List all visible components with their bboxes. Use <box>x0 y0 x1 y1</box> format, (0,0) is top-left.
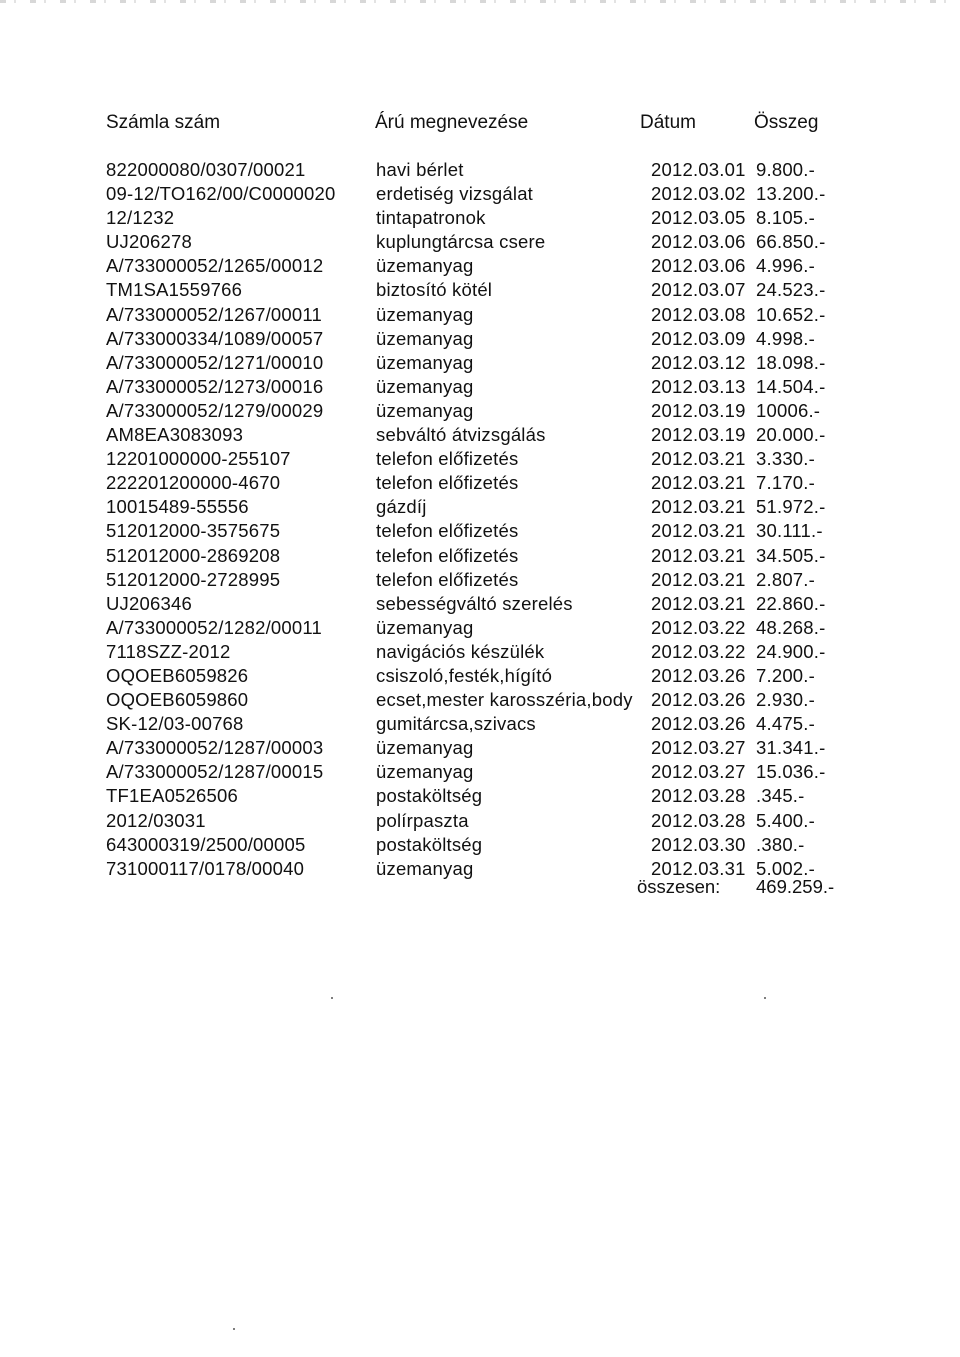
item-name-cell: postaköltség <box>376 833 483 855</box>
invoice-number-cell: 731000117/0178/00040 <box>106 857 305 879</box>
item-name-cell: havi bérlet <box>376 159 464 180</box>
invoice-number-cell: 512012000-2869208 <box>106 544 281 566</box>
invoice-number-cell: A/733000052/1282/00011 <box>106 616 322 638</box>
item-name-cell: üzemanyag <box>376 303 474 325</box>
amount-cell: 10006.- <box>756 399 821 421</box>
date-cell: 2012.03.12 <box>651 351 746 373</box>
invoice-number-cell: 12201000000-255107 <box>106 448 291 470</box>
date-cell: 2012.03.19 <box>651 399 746 421</box>
invoice-number-cell: A/733000052/1287/00003 <box>106 737 324 759</box>
date-cell: 2012.03.21 <box>651 568 746 590</box>
table-row <box>0 254 960 278</box>
invoice-number-cell: A/733000052/1271/00010 <box>106 351 324 373</box>
invoice-number-cell: A/733000052/1273/00016 <box>106 375 324 397</box>
header-date: Dátum <box>640 112 696 133</box>
table-row <box>0 519 960 543</box>
item-name-cell: telefon előfizetés <box>376 568 519 590</box>
item-name-cell: ecset,mester karosszéria,body <box>376 689 633 711</box>
amount-cell: 4.996.- <box>756 255 815 277</box>
date-cell: 2012.03.07 <box>651 279 746 301</box>
date-cell: 2012.03.27 <box>651 761 746 783</box>
invoice-number-cell: TM1SA1559766 <box>106 279 243 301</box>
item-name-cell: üzemanyag <box>376 761 474 783</box>
item-name-cell: telefon előfizetés <box>376 544 519 566</box>
table-row <box>0 423 960 447</box>
invoice-number-cell: 10015489-55556 <box>106 496 249 518</box>
table-row <box>0 544 960 568</box>
item-name-cell: sebváltó átvizsgálás <box>376 424 546 446</box>
amount-cell: 5.002.- <box>756 857 815 879</box>
amount-cell: .380.- <box>756 833 805 855</box>
item-name-cell: polírpaszta <box>376 809 469 831</box>
date-cell: 2012.03.09 <box>651 327 746 349</box>
date-cell: 2012.03.28 <box>651 809 746 831</box>
item-name-cell: telefon előfizetés <box>376 448 519 470</box>
amount-cell: 22.860.- <box>756 592 826 614</box>
amount-cell: 31.341.- <box>756 737 826 759</box>
invoice-number-cell: 643000319/2500/00005 <box>106 833 306 855</box>
date-cell: 2012.03.28 <box>651 785 746 807</box>
amount-cell: 10.652.- <box>756 303 826 325</box>
header-invoice-number: Számla szám <box>106 112 221 133</box>
amount-cell: 14.504.- <box>756 375 826 397</box>
amount-cell: 30.111.- <box>756 520 823 542</box>
date-cell: 2012.03.06 <box>651 255 746 277</box>
table-row <box>0 784 960 808</box>
item-name-cell: tintapatronok <box>376 207 486 229</box>
invoice-number-cell: TF1EA0526506 <box>106 785 238 807</box>
table-row <box>0 327 960 351</box>
date-cell: 2012.03.05 <box>651 207 746 229</box>
date-cell: 2012.03.13 <box>651 375 746 397</box>
amount-cell: 2.930.- <box>756 689 815 711</box>
invoice-number-cell: UJ206278 <box>106 231 192 253</box>
item-name-cell: kuplungtárcsa csere <box>376 231 546 253</box>
table-row <box>0 230 960 254</box>
item-name-cell: üzemanyag <box>376 327 474 349</box>
item-name-cell: sebességváltó szerelés <box>376 592 573 614</box>
amount-cell: 8.105.- <box>756 207 815 229</box>
scan-speck <box>764 997 766 999</box>
amount-cell: 4.475.- <box>756 713 815 735</box>
item-name-cell: gumitárcsa,szivacs <box>376 713 536 735</box>
date-cell: 2012.03.21 <box>651 592 746 614</box>
item-name-cell: üzemanyag <box>376 737 474 759</box>
table-row <box>0 399 960 423</box>
table-row <box>0 278 960 302</box>
table-row <box>0 351 960 375</box>
date-cell: 2012.03.21 <box>651 496 746 518</box>
date-cell: 2012.03.26 <box>651 689 746 711</box>
table-row <box>0 447 960 471</box>
table-row <box>0 809 960 833</box>
invoice-number-cell: OQOEB6059826 <box>106 664 249 686</box>
table-row <box>0 833 960 857</box>
table-row <box>0 206 960 230</box>
table-row <box>0 592 960 616</box>
date-cell: 2012.03.06 <box>651 231 746 253</box>
amount-cell: .345.- <box>756 785 805 807</box>
invoice-number-cell: 2012/03031 <box>106 809 206 831</box>
invoice-table-body <box>0 158 960 881</box>
item-name-cell: telefon előfizetés <box>376 520 519 542</box>
invoice-number-cell: 12/1232 <box>106 207 175 229</box>
amount-cell: 3.330.- <box>756 448 815 470</box>
table-row <box>0 375 960 399</box>
amount-cell: 66.850.- <box>756 231 826 253</box>
table-row <box>0 471 960 495</box>
item-name-cell: postaköltség <box>376 785 483 807</box>
table-header <box>0 112 960 138</box>
item-name-cell: üzemanyag <box>376 351 474 373</box>
amount-cell: 2.807.- <box>756 568 815 590</box>
table-row <box>0 495 960 519</box>
table-row <box>0 688 960 712</box>
amount-cell: 24.523.- <box>756 279 826 301</box>
date-cell: 2012.03.02 <box>651 183 746 205</box>
amount-cell: 7.200.- <box>756 664 815 686</box>
amount-cell: 9.800.- <box>756 159 815 180</box>
scan-edge-artifact <box>0 0 960 3</box>
invoice-number-cell: A/733000334/1089/00057 <box>106 327 324 349</box>
invoice-number-cell: AM8EA3083093 <box>106 424 244 446</box>
scan-speck <box>331 997 333 999</box>
date-cell: 2012.03.21 <box>651 472 746 494</box>
date-cell: 2012.03.19 <box>651 424 746 446</box>
date-cell: 2012.03.21 <box>651 448 746 470</box>
total-row <box>0 876 960 900</box>
table-row <box>0 182 960 206</box>
scan-speck <box>233 1328 235 1330</box>
date-cell: 2012.03.22 <box>651 640 746 662</box>
amount-cell: 51.972.- <box>756 496 826 518</box>
item-name-cell: üzemanyag <box>376 857 474 879</box>
item-name-cell: üzemanyag <box>376 255 474 277</box>
date-cell: 2012.03.01 <box>651 159 746 180</box>
date-cell: 2012.03.26 <box>651 713 746 735</box>
date-cell: 2012.03.21 <box>651 520 746 542</box>
item-name-cell: üzemanyag <box>376 616 474 638</box>
invoice-number-cell: A/733000052/1265/00012 <box>106 255 324 277</box>
total-label: összesen: <box>637 876 721 897</box>
item-name-cell: telefon előfizetés <box>376 472 519 494</box>
table-row <box>0 664 960 688</box>
date-cell: 2012.03.08 <box>651 303 746 325</box>
invoice-number-cell: 09-12/TO162/00/C0000020 <box>106 183 336 205</box>
item-name-cell: gázdíj <box>376 496 427 518</box>
amount-cell: 4.998.- <box>756 327 815 349</box>
amount-cell: 48.268.- <box>756 616 826 638</box>
amount-cell: 13.200.- <box>756 183 826 205</box>
item-name-cell: csiszoló,festék,hígító <box>376 664 553 686</box>
invoice-number-cell: SK-12/03-00768 <box>106 713 244 735</box>
date-cell: 2012.03.31 <box>651 857 746 879</box>
header-item-name: Árú megnevezése <box>375 112 529 133</box>
table-row <box>0 712 960 736</box>
invoice-number-cell: UJ206346 <box>106 592 192 614</box>
amount-cell: 34.505.- <box>756 544 826 566</box>
table-row <box>0 568 960 592</box>
item-name-cell: üzemanyag <box>376 399 474 421</box>
date-cell: 2012.03.26 <box>651 664 746 686</box>
amount-cell: 5.400.- <box>756 809 815 831</box>
table-row <box>0 158 960 182</box>
invoice-number-cell: OQOEB6059860 <box>106 689 249 711</box>
invoice-number-cell: 7118SZZ-2012 <box>106 640 231 662</box>
amount-cell: 15.036.- <box>756 761 826 783</box>
amount-cell: 7.170.- <box>756 472 815 494</box>
amount-cell: 18.098.- <box>756 351 826 373</box>
table-row <box>0 760 960 784</box>
table-row <box>0 303 960 327</box>
header-amount: Összeg <box>754 112 819 133</box>
item-name-cell: erdetiség vizsgálat <box>376 183 534 205</box>
item-name-cell: navigációs készülék <box>376 640 545 662</box>
invoice-number-cell: 222201200000-4670 <box>106 472 281 494</box>
item-name-cell: biztosító kötél <box>376 279 493 301</box>
table-row <box>0 640 960 664</box>
invoice-number-cell: A/733000052/1279/00029 <box>106 399 324 421</box>
amount-cell: 20.000.- <box>756 424 826 446</box>
table-row <box>0 736 960 760</box>
invoice-number-cell: A/733000052/1287/00015 <box>106 761 324 783</box>
amount-cell: 24.900.- <box>756 640 826 662</box>
total-value: 469.259.- <box>756 876 835 897</box>
date-cell: 2012.03.30 <box>651 833 746 855</box>
invoice-number-cell: A/733000052/1267/00011 <box>106 303 322 325</box>
invoice-number-cell: 822000080/0307/00021 <box>106 159 306 180</box>
date-cell: 2012.03.27 <box>651 737 746 759</box>
invoice-number-cell: 512012000-2728995 <box>106 568 281 590</box>
item-name-cell: üzemanyag <box>376 375 474 397</box>
date-cell: 2012.03.22 <box>651 616 746 638</box>
invoice-number-cell: 512012000-3575675 <box>106 520 281 542</box>
table-row <box>0 616 960 640</box>
date-cell: 2012.03.21 <box>651 544 746 566</box>
